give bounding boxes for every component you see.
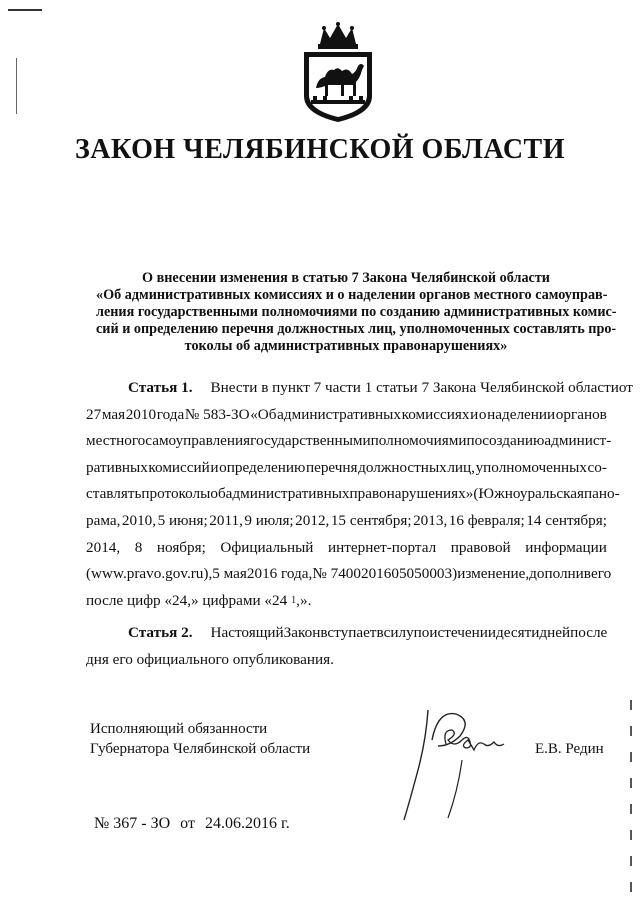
article-1-word: самоуправления	[145, 432, 251, 450]
article-1-word: 15 сентября;	[330, 511, 412, 529]
article-2-word: после	[570, 624, 608, 641]
article-1-label: Статья 1.	[128, 379, 193, 396]
article-1-word: 2010	[125, 405, 157, 423]
article-2-label: Статья 2.	[128, 624, 193, 641]
article-1-word: интернет-портал	[328, 538, 437, 556]
article-1-word: протоколы	[141, 485, 211, 503]
subject-line: «Об административных комиссиях и о наделении органов местного самоуправ-	[96, 287, 608, 303]
article-1-word: ноября;	[156, 538, 206, 556]
article-1-word: информации	[525, 538, 607, 556]
article-1-word: административных	[277, 405, 401, 423]
article-2-word: десяти	[496, 624, 540, 641]
article-1-line	[86, 375, 633, 402]
article-1-word: определению	[219, 458, 306, 476]
article-1-word: административных	[225, 485, 350, 503]
scan-artifact-left	[16, 58, 17, 114]
article-1-word: его	[590, 565, 612, 583]
article-1-text: после цифр «24,» цифрами «24	[86, 591, 288, 609]
article-1-text: ,».	[296, 591, 312, 609]
article-1-word: 5 мая	[212, 565, 247, 583]
article-1-word: ставлять	[86, 485, 142, 503]
article-1-word: органов	[555, 405, 607, 423]
article-1-word: местного	[86, 432, 146, 450]
article-1-word: рама,	[86, 511, 121, 529]
article-1-word: об	[210, 485, 226, 503]
article-1-word: 2014,	[86, 538, 121, 556]
scan-artifact-right	[630, 700, 632, 900]
position-line: Исполняющий обязанности	[90, 721, 268, 737]
subject-line: О внесении изменения в статью 7 Закона Челябинской области	[142, 270, 550, 286]
article-2-line	[86, 620, 607, 647]
article-1-word: Официальный	[220, 538, 314, 556]
article-1-word: полномочиями	[370, 432, 467, 450]
article-1-word: комиссий	[148, 458, 210, 476]
article-2-word: по	[413, 624, 430, 641]
law-subject	[96, 270, 617, 355]
article-1-word: 9 июля;	[244, 511, 294, 529]
article-1-word: правовой	[450, 538, 511, 556]
article-1-word: 8	[134, 538, 143, 556]
article-1-word: дополнив	[529, 565, 591, 583]
article-2	[86, 620, 607, 673]
article-1-line	[86, 481, 620, 508]
article-1-word: комиссиях	[401, 405, 470, 423]
article-1-word: и	[470, 405, 479, 423]
article-1-line	[86, 508, 607, 535]
article-1-text: от	[618, 379, 633, 396]
superscript: 1	[291, 594, 297, 606]
subject-line: ления государственными полномочиями по созданию административных комис-	[96, 304, 617, 320]
article-1-word: 5 июня;	[157, 511, 208, 529]
article-1-word: изменение,	[457, 565, 530, 583]
article-1-word: 2012,	[295, 511, 330, 529]
article-1-word: наделении	[487, 405, 556, 423]
article-1-word: № 7400201605050003)	[312, 565, 458, 583]
article-1-word: уполномоченных	[475, 458, 587, 476]
article-1	[86, 375, 633, 614]
article-2-word: истечении	[429, 624, 497, 641]
article-1-word: должностных	[358, 458, 447, 476]
article-2-word: Настоящий	[210, 624, 284, 641]
article-2-word: Закон	[283, 624, 321, 641]
article-1-word: 2010,	[121, 511, 157, 529]
article-1-word: «Об	[250, 405, 277, 423]
article-2-word: дней	[539, 624, 571, 641]
article-1-word: 2013,	[413, 511, 448, 529]
law-registration-number	[94, 815, 296, 833]
article-1-word: (Южноуральская	[473, 485, 585, 503]
article-2-word: силу	[383, 624, 414, 641]
article-1-word: года	[156, 405, 185, 423]
article-1-word: 2011,	[209, 511, 243, 529]
article-2-words	[211, 620, 608, 647]
article-1-word: № 583-ЗО	[184, 405, 250, 423]
subject-line: токолы об административных правонарушениях»	[184, 338, 508, 354]
scan-artifact-top	[8, 9, 42, 11]
article-1-last-line	[86, 588, 607, 615]
article-1-word: пано-	[584, 485, 620, 503]
article-1-word: мая	[101, 405, 126, 423]
article-1-line	[86, 455, 607, 482]
signatory-name: Е.В. Редин	[535, 741, 604, 757]
chelyabinsk-coat-of-arms-icon	[298, 22, 378, 124]
article-1-word: 14 сентября;	[526, 511, 607, 529]
article-1-line	[86, 402, 607, 429]
article-1-word: ративных	[86, 458, 148, 476]
article-2-text: дня его официального опубликования.	[86, 650, 334, 668]
article-1-line	[86, 535, 607, 562]
subject-line: сий и определению перечня должностных лиц, уполномоченных составлять про-	[96, 321, 617, 337]
law-title: ЗАКОН ЧЕЛЯБИНСКОЙ ОБЛАСТИ	[74, 134, 566, 165]
article-2-last-line	[86, 647, 607, 674]
law-number-from: от	[180, 815, 195, 832]
law-number: № 367 - ЗО	[94, 815, 171, 832]
article-1-word: по	[466, 432, 483, 450]
article-1-word: и	[210, 458, 219, 476]
handwritten-signature-icon	[398, 700, 518, 830]
article-1-word: о	[478, 405, 487, 423]
article-1-word: (www.pravo.gov.ru),	[86, 565, 213, 583]
article-1-word: 16 февраля;	[448, 511, 525, 529]
article-2-word: вступает	[320, 624, 377, 641]
article-1-line	[86, 428, 612, 455]
article-1-word: 27	[86, 405, 102, 423]
article-1-word: государственными	[250, 432, 371, 450]
article-1-word: созданию	[482, 432, 545, 450]
article-1-word: админист-	[544, 432, 612, 450]
signatory-position	[90, 719, 310, 759]
article-1-text: Внести в пункт 7 части 1 статьи 7 Закона Челябинской области	[210, 379, 619, 396]
article-1-word: правонарушениях»	[349, 485, 474, 503]
position-line: Губернатора Челябинской области	[90, 741, 311, 757]
article-1-line	[86, 561, 612, 588]
article-1-word: лиц,	[447, 458, 475, 476]
article-1-word: перечня	[305, 458, 358, 476]
law-date: 24.06.2016 г.	[204, 815, 290, 832]
article-1-word: 2016 года,	[246, 565, 313, 583]
article-1-word: со-	[587, 458, 607, 476]
article-2-word: в	[376, 624, 384, 641]
